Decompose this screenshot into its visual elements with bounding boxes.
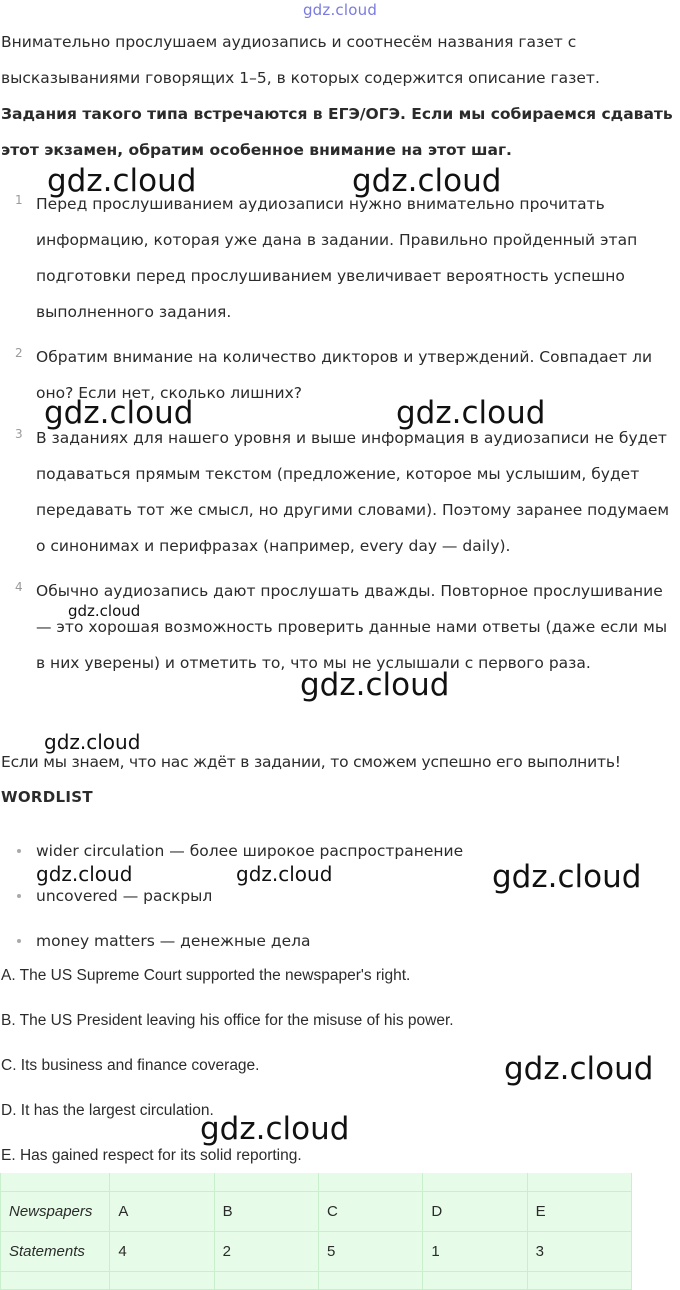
step-text: Обратим внимание на количество дикторов и утверждений. Совпадает ли оно? Если нет, сколько лишних? bbox=[36, 348, 653, 402]
watermark: gdz.cloud bbox=[492, 859, 642, 895]
table-row-header: Newspapers bbox=[1, 1191, 110, 1231]
watermark: gdz.cloud bbox=[236, 862, 333, 886]
watermark: gdz.cloud bbox=[300, 667, 450, 703]
table-cell: B bbox=[214, 1191, 318, 1231]
table-cell: D bbox=[423, 1191, 527, 1231]
exam-note-paragraph: Задания такого типа встречаются в ЕГЭ/ОГЭ. Если мы собираемся сдавать этот экзамен, обратим особенное внимание на этот шаг. bbox=[1, 105, 673, 159]
table-cell: E bbox=[527, 1191, 631, 1231]
table-spacer-row bbox=[1, 1173, 632, 1191]
watermark: gdz.cloud bbox=[44, 730, 141, 754]
watermark: gdz.cloud bbox=[504, 1051, 654, 1087]
table-row-header: Statements bbox=[1, 1231, 110, 1271]
watermark: gdz.cloud bbox=[36, 862, 133, 886]
table-cell: 1 bbox=[423, 1231, 527, 1271]
bullet-icon bbox=[17, 894, 21, 898]
table-row-newspapers bbox=[1, 1191, 632, 1231]
step-text: Перед прослушиванием аудиозаписи нужно внимательно прочитать информацию, которая уже дана в задании. Правильно пройденный этап подготовки перед прослушиванием увеличивает вероятность успешно выполненного задания. bbox=[36, 195, 638, 321]
table-cell: 2 bbox=[214, 1231, 318, 1271]
step-number: 2 bbox=[15, 346, 23, 360]
wordlist-item-text: money matters — денежные дела bbox=[36, 932, 311, 950]
table-spacer-row bbox=[1, 1271, 632, 1289]
table-cell: 4 bbox=[110, 1231, 214, 1271]
watermark: gdz.cloud bbox=[68, 602, 141, 620]
watermark: gdz.cloud bbox=[352, 163, 502, 199]
statement-a: A. The US Supreme Court supported the newspaper's right. bbox=[1, 967, 411, 984]
step-number: 3 bbox=[15, 427, 23, 441]
watermark: gdz.cloud bbox=[44, 395, 194, 431]
bullet-icon bbox=[17, 849, 21, 853]
bullet-icon bbox=[17, 939, 21, 943]
table-row-statements bbox=[1, 1231, 632, 1271]
step-text: Обычно аудиозапись дают прослушать дважды. Повторное прослушивание — это хорошая возможность проверить данные нами ответы (даже если мы в них уверены) и отметить то, что мы не услышали с первого раза. bbox=[36, 582, 668, 672]
wordlist-item-text: wider circulation — более широкое распространение bbox=[36, 842, 464, 860]
step-number: 4 bbox=[15, 580, 23, 594]
table-cell: A bbox=[110, 1191, 214, 1231]
step-text: В заданиях для нашего уровня и выше информация в аудиозаписи не будет подаваться прямым текстом (предложение, которое мы услышим, будет передавать тот же смысл, но другими словами). Поэтому заранее подумаем о синонимах и перифразах (например, every day — daily). bbox=[36, 429, 670, 555]
table-cell: 5 bbox=[319, 1231, 423, 1271]
conclusion-paragraph: Если мы знаем, что нас ждёт в задании, то сможем успешно его выполнить! bbox=[1, 753, 621, 771]
step-number: 1 bbox=[15, 193, 23, 207]
site-header-logo[interactable]: gdz.cloud bbox=[302, 1, 378, 19]
watermark: gdz.cloud bbox=[396, 395, 546, 431]
table-cell: 3 bbox=[527, 1231, 631, 1271]
statement-b: B. The US President leaving his office for the misuse of his power. bbox=[1, 1012, 454, 1029]
statement-d: D. It has the largest circulation. bbox=[1, 1102, 214, 1119]
wordlist-item-text: uncovered — раскрыл bbox=[36, 887, 213, 905]
statement-c: C. Its business and finance coverage. bbox=[1, 1057, 260, 1074]
table-cell: C bbox=[319, 1191, 423, 1231]
intro-paragraph: Внимательно прослушаем аудиозапись и соотнесём названия газет с высказываниями говорящих 1–5, в которых содержится описание газет. bbox=[1, 33, 600, 87]
watermark: gdz.cloud bbox=[200, 1111, 350, 1147]
answer-table bbox=[0, 1173, 632, 1290]
watermark: gdz.cloud bbox=[47, 163, 197, 199]
wordlist-title: WORDLIST bbox=[1, 788, 93, 806]
statement-e: E. Has gained respect for its solid reporting. bbox=[1, 1147, 302, 1164]
